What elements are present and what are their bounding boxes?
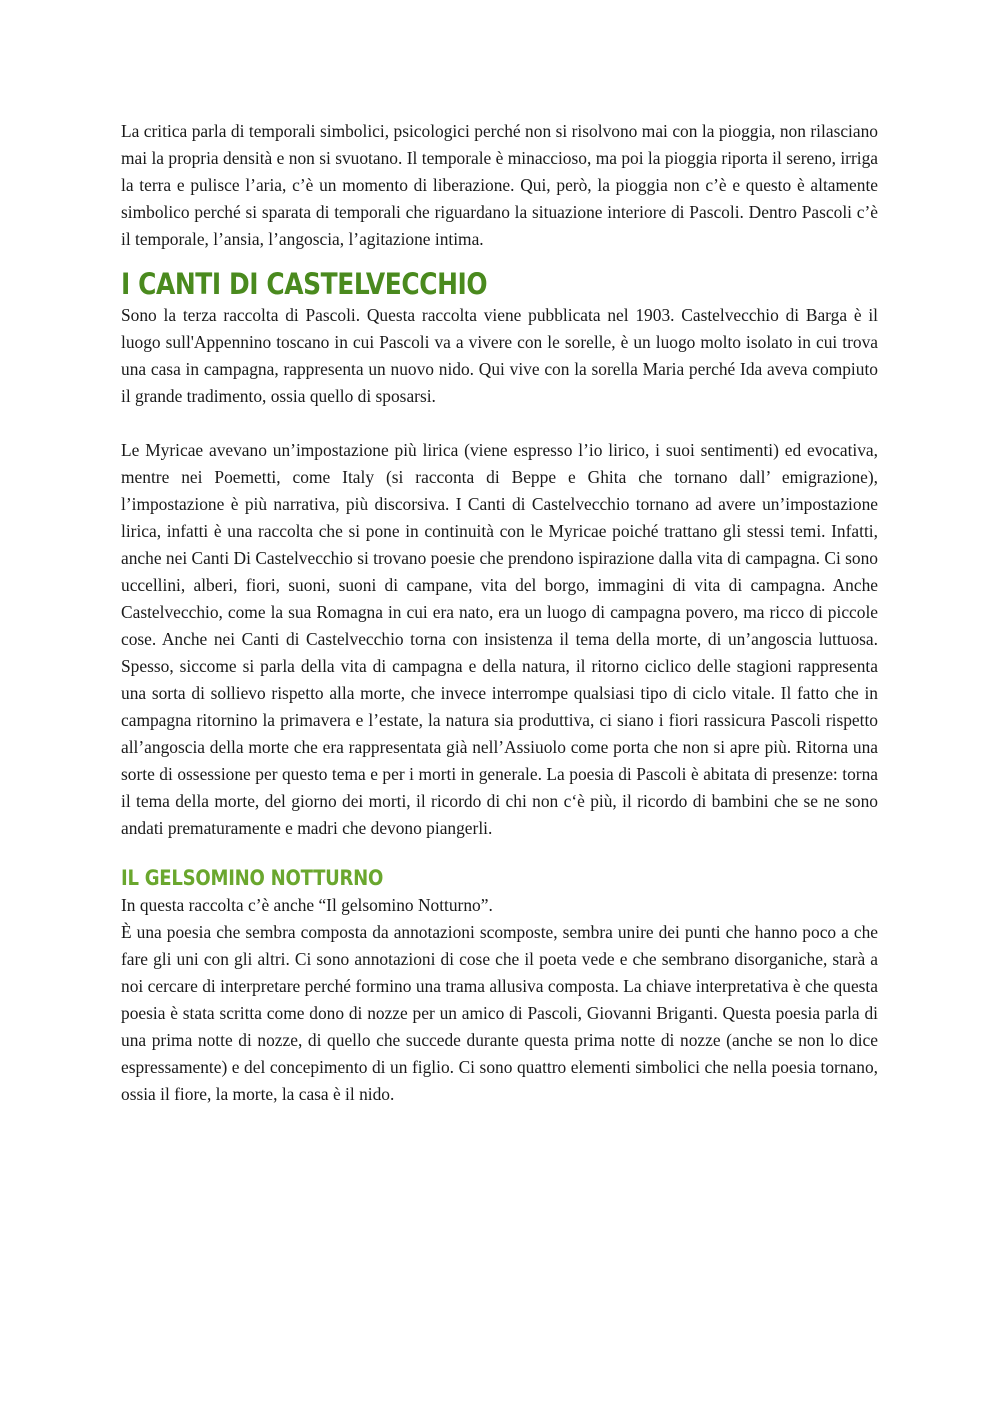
- section2-paragraph: È una poesia che sembra composta da annotazioni scomposte, sembra unire dei punti che hanno poco a che fare gli uni con gli altri. Ci sono annotazioni di cose che il poeta vede e che sembrano disorganiche, starà a noi cercare di interpretare perché formino una trama allusiva composta. La chiave interpretativa è che questa poesia è stata scritta come dono di nozze per un amico di Pascoli, Giovanni Briganti. Questa poesia parla di una prima notte di nozze, di quello che succede durante questa prima notte di nozze (anche se non lo dice espressamente) e del concepimento di un figlio. Ci sono quattro elementi simbolici che nella poesia tornano, ossia il fiore, la morte, la casa è il nido.: [121, 922, 878, 1104]
- intro-paragraph: La critica parla di temporali simbolici, psicologici perché non si risolvono mai con la pioggia, non rilasciano mai la propria densità e non si svuotano. Il temporale è minaccioso, ma poi la pioggia riporta il sereno, irriga la terra e pulisce l’aria, c’è un momento di liberazione. Qui, però, la pioggia non c’è e questo è altamente simbolico perché si sparata di temporali che riguardano la situazione interiore di Pascoli. Dentro Pascoli c’è il temporale, l’ansia, l’angoscia, l’agitazione intima.: [121, 121, 878, 249]
- section1-paragraph-1: Sono la terza raccolta di Pascoli. Questa raccolta viene pubblicata nel 1903. Castelvecchio di Barga è il luogo sull'Appennino toscano in cui Pascoli va a vivere con le sorelle, è un luogo molto isolato in cui trova una casa in campagna, rappresenta un nuovo nido. Qui vive con la sorella Maria perché Ida aveva compiuto il grande tradimento, ossia quello di sposarsi.: [121, 305, 878, 406]
- section2-intro-line: In questa raccolta c’è anche “Il gelsomino Notturno”.: [121, 895, 493, 915]
- section-heading-gelsomino-notturno: IL GELSOMINO NOTTURNO: [121, 866, 384, 890]
- section1-paragraph-2: Le Myricae avevano un’impostazione più lirica (viene espresso l’io lirico, i suoi sentimenti) ed evocativa, mentre nei Poemetti, come Italy (si racconta di Beppe e Ghita che tornano dall’ emigrazione), l’impostazione è più narrativa, più discorsiva. I Canti di Castelvecchio tornano ad avere un’impostazione lirica, infatti è una raccolta che si pone in continuità con le Myricae poiché trattano gli stessi temi. Infatti, anche nei Canti Di Castelvecchio si trovano poesie che prendono ispirazione dalla vita di campagna. Ci sono uccellini, alberi, fiori, suoni, suoni di campane, vita del borgo, immagini di vita di campagna. Anche Castelvecchio, come la sua Romagna in cui era nato, era un luogo di campagna povero, ma ricco di piccole cose. Anche nei Canti di Castelvecchio torna con insistenza il tema della morte, di un’angoscia luttuosa. Spesso, siccome si parla della vita di campagna e della natura, il ritorno ciclico delle stagioni rappresenta una sorta di sollievo rispetto alla morte, che invece interrompe qualsiasi tipo di ciclo vitale. Il fatto che in campagna ritornino la primavera e l’estate, la natura sia produttiva, ci siano i fiori rassicura Pascoli rispetto all’angoscia della morte che era rappresentata già nell’Assiuolo come porta che non si apre più. Ritorna una sorte di ossessione per questo tema e per i morti in generale. La poesia di Pascoli è abitata di presenze: torna il tema della morte, del giorno dei morti, il ricordo di chi non c‘è più, il ricordo di bambini che se ne sono andati prematuramente e madri che devono piangerli.: [121, 440, 878, 838]
- document-page: [121, 118, 878, 1108]
- section-heading-canti-di-castelvecchio: I CANTI DI CASTELVECCHIO: [121, 267, 488, 301]
- paragraph-spacer: [121, 410, 878, 437]
